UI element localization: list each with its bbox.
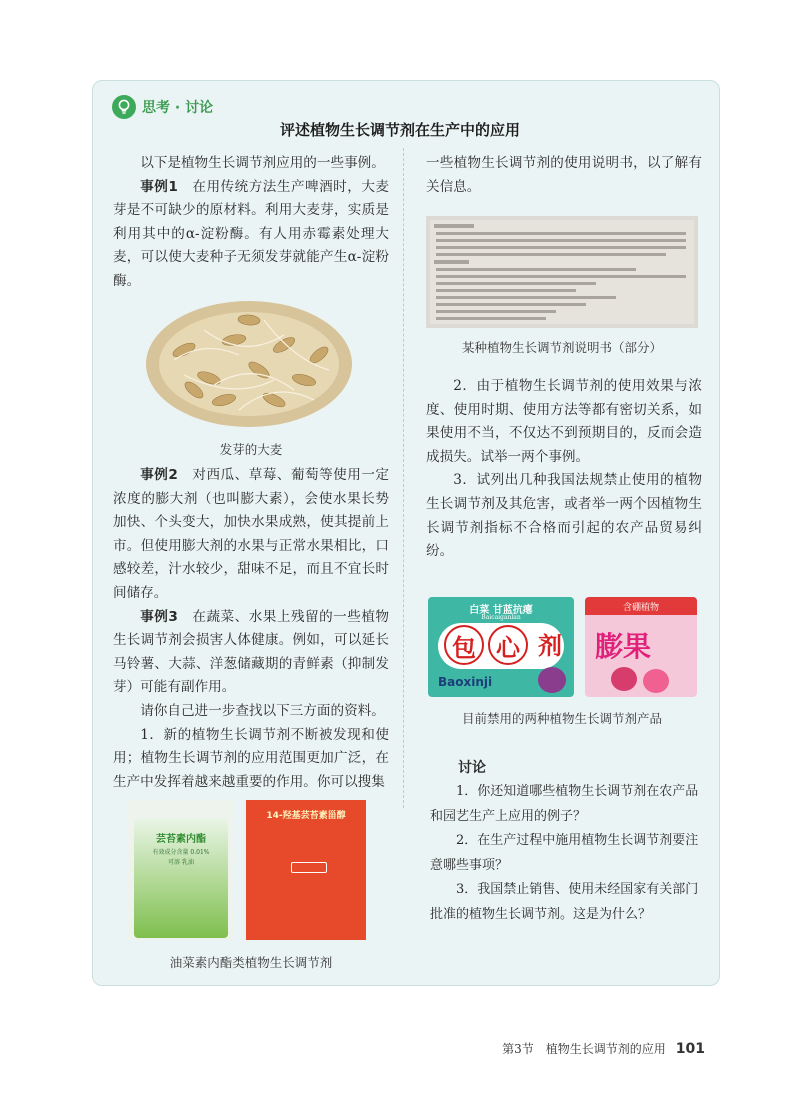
left-column-middle [113, 464, 389, 794]
pkg1-pinyin: Baicaiganlan [481, 614, 521, 621]
banned-caption: 目前禁用的两种植物生长调节剂产品 [461, 711, 662, 726]
bag1-brand: 芸苔素内酯 [156, 834, 206, 845]
product-bag-red [246, 800, 366, 940]
barley-photo [144, 300, 354, 428]
case2 [113, 464, 389, 606]
footer-section: 第3节 植物生长调节剂的应用 [502, 1042, 666, 1056]
item1-text: 1．新的植物生长调节剂不断被发现和使用；植物生长调节剂的应用范围更加广泛，在生产中发挥着越来越重要的作用。你可以搜集 [113, 726, 389, 790]
manual-caption: 某种植物生长调节剂说明书（部分） [461, 340, 662, 355]
column-divider [403, 148, 404, 808]
case2-text: 对西瓜、草莓、葡萄等使用一定浓度的膨大剂（也叫膨大素），会使水果长势加快、个头变大，加快水果成熟，使其提前上市。但使用膨大剂的水果与正常水果相比，口感较差，汁水较少，甜味不足，而且不宜长时间储存。 [113, 467, 390, 601]
question-3: 3．我国禁止销售、使用未经国家有关部门批准的植物生长调节剂。这是为什么？ [430, 882, 699, 922]
ask-text: 请你自己进一步查找以下三方面的资料。 [140, 702, 385, 719]
case2-label: 事例2 [140, 467, 178, 483]
banned-package-1 [428, 597, 574, 697]
discussion-questions [430, 780, 702, 927]
item2-text: 2．由于植物生长调节剂的使用效果与浓度、使用时期、使用方法等都有密切关系，如果使用不当，不仅达不到预期目的，反而会造成损失。试举一两个事例。 [426, 378, 702, 465]
bag2-brand: 14-羟基芸苔素甾醇 [266, 811, 346, 821]
instruction-manual-photo [426, 216, 698, 328]
case3-text: 在蔬菜、水果上残留的一些植物生长调节剂会损害人体健康。例如，可以延长马铃薯、大蒜、洋葱储藏期的青鲜素（抑制发芽）可能有副作用。 [113, 608, 390, 696]
case3-label: 事例3 [140, 608, 178, 625]
right-column-middle [426, 375, 702, 564]
case1-label: 事例1 [140, 178, 178, 195]
continued-text: 一些植物生长调节剂的使用说明书，以了解有关信息。 [426, 155, 702, 195]
page-footer [502, 1040, 705, 1057]
lightbulb-icon [112, 95, 136, 119]
pkg2-big: 膨果 [595, 630, 652, 663]
banned-package-2 [585, 597, 697, 697]
page-title: 评述植物生长调节剂在生产中的应用 [279, 121, 520, 139]
right-column-top [426, 152, 702, 199]
intro-text: 以下是植物生长调节剂应用的一些事例。 [140, 155, 385, 171]
pkg1-char2: 心 [488, 625, 528, 665]
bag1-type: 可溶 乳油 [168, 859, 194, 866]
discussion-title: 讨论 [458, 760, 486, 776]
item3-text: 3．试列出几种我国法规禁止使用的植物生长调节剂及其危害，或者举一两个因植物生长调节剂指标不合格而引起的农产品贸易纠纷。 [426, 472, 702, 560]
section-label: 思考 · 讨论 [142, 100, 214, 116]
section-header [112, 95, 213, 119]
pkg2-top: 含硼植物 [622, 603, 659, 613]
barley-caption: 发芽的大麦 [219, 442, 283, 457]
left-column-top [113, 152, 389, 294]
product-bag-green [128, 800, 234, 940]
question-1: 1．你还知道哪些植物生长调节剂在农产品和园艺生产上应用的例子？ [430, 784, 699, 824]
question-2: 2．在生产过程中施用植物生长调节剂要注意哪些事项？ [430, 833, 699, 873]
pkg1-top: 白菜 甘蓝抗瘪 [469, 605, 533, 616]
case1 [113, 176, 389, 294]
case3 [113, 606, 389, 700]
pkg1-char3: 剂 [538, 630, 562, 660]
pkg1-char1: 包 [444, 625, 484, 665]
pkg1-name: Baoxinji [438, 675, 493, 689]
page-number: 101 [675, 1041, 705, 1057]
bag1-spec: 有效成分含量 0.01% [152, 849, 210, 856]
case1-text: 在用传统方法生产啤酒时，大麦芽是不可缺少的原材料。利用大麦芽，实质是利用其中的α-淀粉酶。有人用赤霉素处理大麦，可以使大麦种子无须发芽就能产生α-淀粉酶。 [113, 178, 390, 289]
products-caption: 油菜素内酯类植物生长调节剂 [169, 955, 333, 970]
